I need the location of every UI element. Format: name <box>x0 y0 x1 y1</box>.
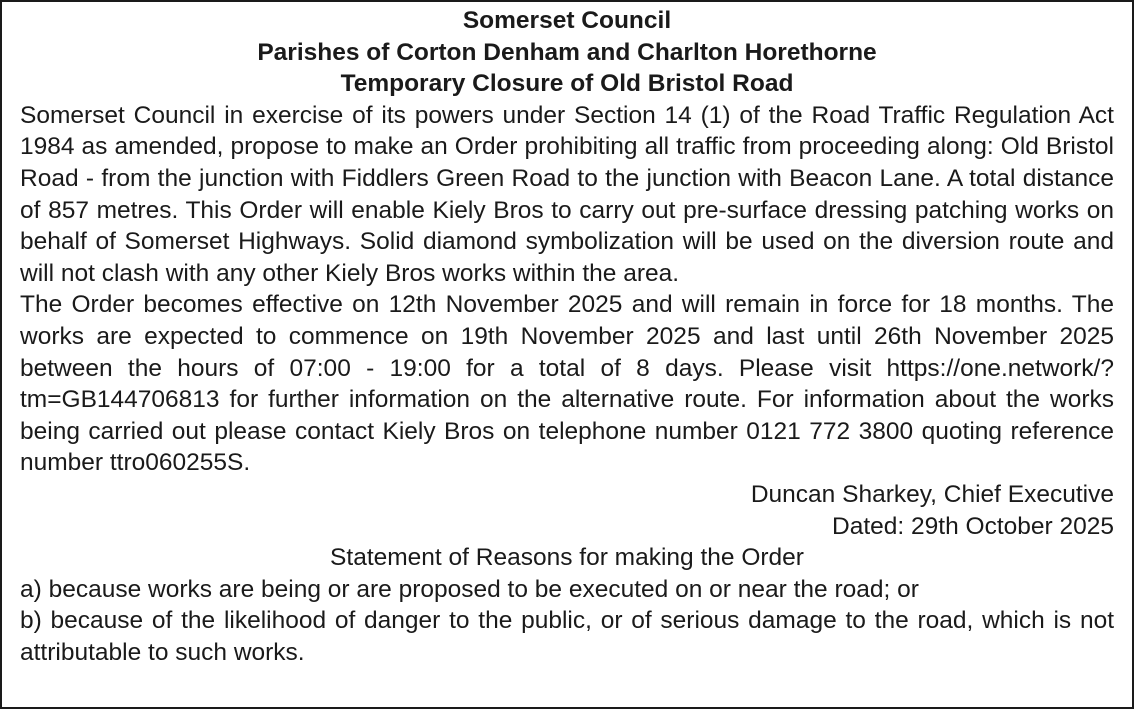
signatory: Duncan Sharkey, Chief Executive <box>750 480 1114 508</box>
effective-dates-paragraph: The Order becomes effective on 12th November 2025 and will remain in force for 18 months. The works are expected to commence on 19th November 2025 and last until 26th November 2025 between the hours of 07:00 - 19:00 for a total of 8 days. Please visit https://one.network/?tm=GB144706813 for further information on the alternative route. For information about the works being carried out please contact Kiely Bros on telephone number 0121 772 3800 quoting reference number ttro060255S. <box>20 291 1114 477</box>
parishes-heading: Parishes of Corton Denham and Charlton Horethorne <box>257 38 877 66</box>
reason-a: a) because works are being or are proposed to be executed on or near the road; or <box>20 575 919 603</box>
reasons-heading: Statement of Reasons for making the Order <box>330 544 804 572</box>
order-paragraph: Somerset Council in exercise of its powers under Section 14 (1) of the Road Traffic Regulation Act 1984 as amended, propose to make an Order prohibiting all traffic from proceeding along: Old Bristol Road - from the junction with Fiddlers Green Road to the junction with Beacon Lane. A total distance of 857 metres. This Order will enable Kiely Bros to carry out pre-surface dressing patching works on behalf of Somerset Highways. Solid diamond symbolization will be used on the diversion route and will not clash with any other Kiely Bros works within the area. <box>20 101 1114 287</box>
dated-line: Dated: 29th October 2025 <box>832 512 1114 540</box>
council-heading: Somerset Council <box>462 7 672 34</box>
reason-b: b) because of the likelihood of danger to the public, or of serious damage to the road, which is not attributable to such works. <box>20 607 1114 666</box>
notice-title: Temporary Closure of Old Bristol Road <box>340 70 794 98</box>
